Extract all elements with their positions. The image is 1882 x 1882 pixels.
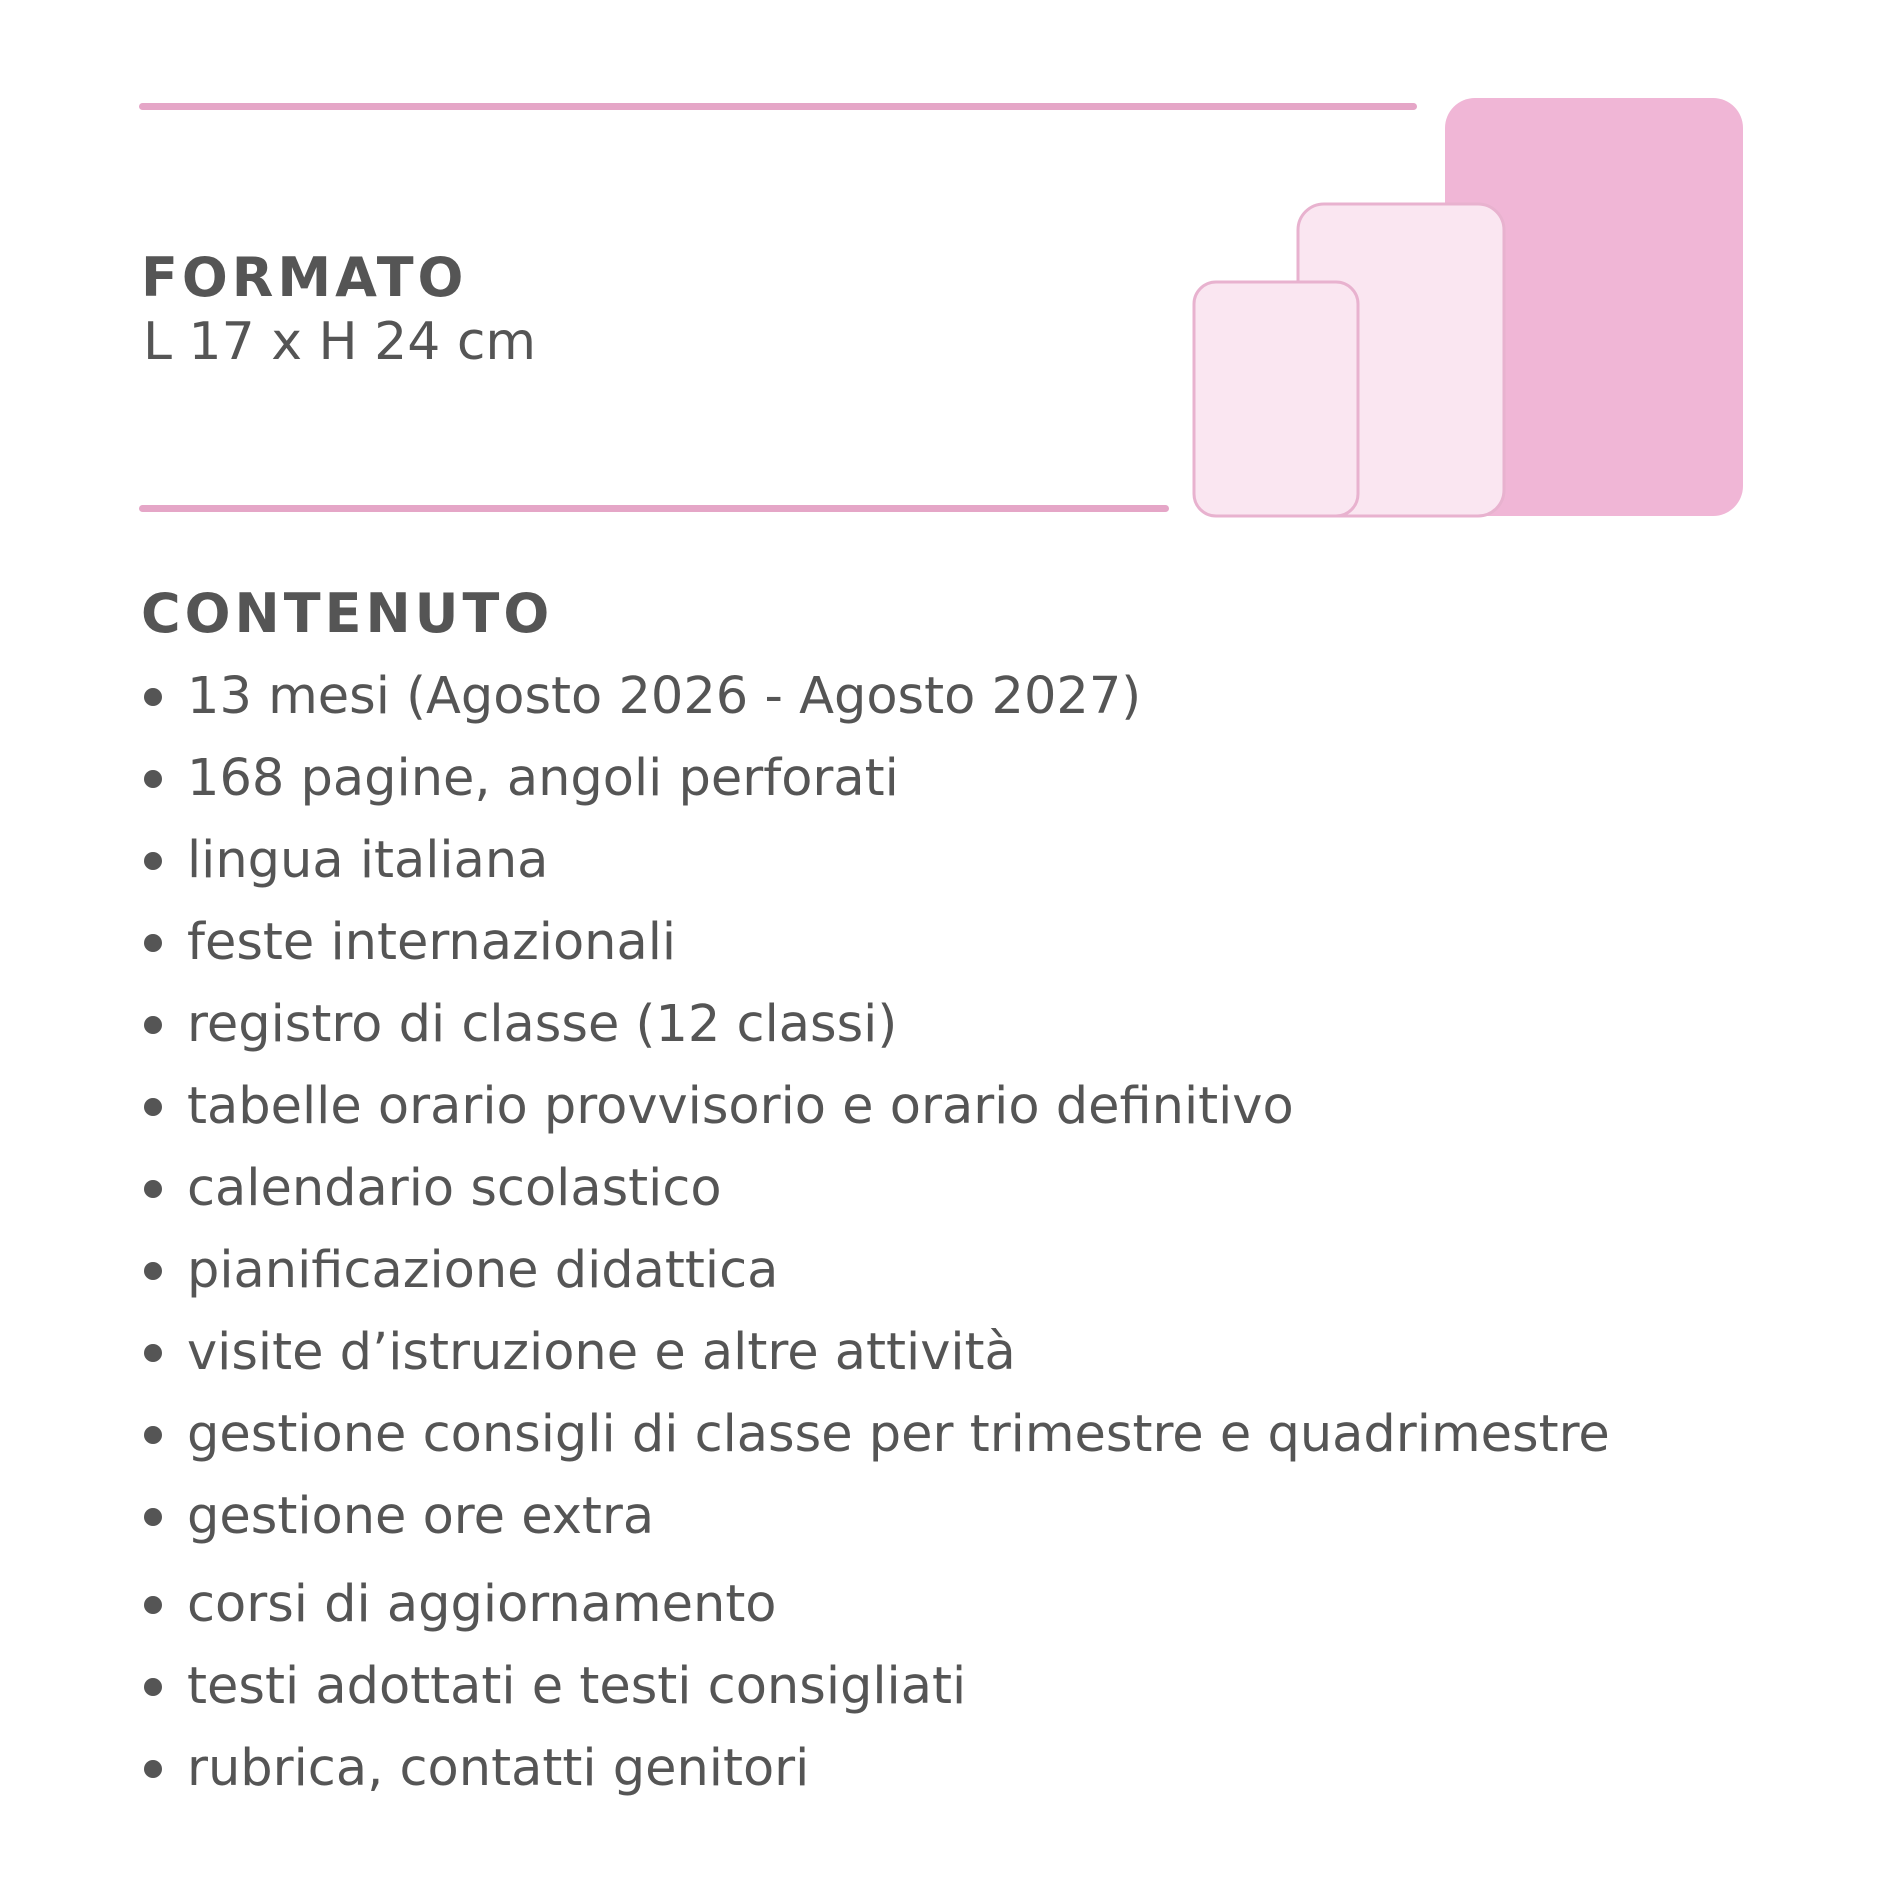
list-item-text: 168 pagine, angoli perforati — [187, 749, 899, 808]
bullet-dot — [144, 1426, 162, 1444]
size-rect-small — [1194, 282, 1358, 516]
bullet-dot — [144, 1508, 162, 1526]
list-item — [141, 1394, 1610, 1476]
list-item-text: tabelle orario provvisorio e orario definitivo — [187, 1077, 1294, 1136]
list-item-text: pianificazione didattica — [187, 1241, 779, 1300]
format-heading: FORMATO — [141, 246, 468, 309]
list-item — [141, 984, 1610, 1066]
list-item — [141, 902, 1610, 984]
bullet-dot — [144, 1262, 162, 1280]
list-item — [141, 1564, 1610, 1646]
bullet-dot — [144, 688, 162, 706]
bullet-dot — [144, 1678, 162, 1696]
list-item-text: corsi di aggiornamento — [187, 1575, 777, 1634]
content-heading: CONTENUTO — [141, 582, 554, 645]
list-item — [141, 1148, 1610, 1230]
list-item-text: feste internazionali — [187, 913, 677, 972]
bullet-dot — [144, 934, 162, 952]
list-item-text: gestione consigli di classe per trimestre e quadrimestre — [187, 1405, 1610, 1464]
list-item-text: lingua italiana — [187, 831, 549, 890]
list-item-text: registro di classe (12 classi) — [187, 995, 898, 1054]
list-item — [141, 820, 1610, 902]
bullet-dot — [144, 1016, 162, 1034]
list-item-text: calendario scolastico — [187, 1159, 722, 1218]
bullet-dot — [144, 1098, 162, 1116]
list-item — [141, 1728, 1610, 1810]
list-item — [141, 738, 1610, 820]
content-list — [141, 656, 1610, 1810]
bullet-dot — [144, 1180, 162, 1198]
list-item — [141, 1646, 1610, 1728]
list-item-text: 13 mesi (Agosto 2026 - Agosto 2027) — [187, 667, 1142, 726]
bullet-dot — [144, 852, 162, 870]
list-item-text: testi adottati e testi consigliati — [187, 1657, 967, 1716]
list-item-text: gestione ore extra — [187, 1487, 655, 1546]
bullet-dot — [144, 770, 162, 788]
content-section — [141, 584, 1610, 1810]
list-item-text: visite d’istruzione e altre attività — [187, 1323, 1016, 1382]
list-item — [141, 656, 1610, 738]
bullet-dot — [144, 1596, 162, 1614]
bullet-dot — [144, 1760, 162, 1778]
list-item — [141, 1312, 1610, 1394]
format-dimensions: L 17 x H 24 cm — [143, 312, 537, 372]
list-item-text: rubrica, contatti genitori — [187, 1739, 810, 1798]
bullet-dot — [144, 1344, 162, 1362]
middle-divider — [139, 505, 1169, 512]
list-item — [141, 1476, 1610, 1558]
list-item — [141, 1230, 1610, 1312]
list-item — [141, 1066, 1610, 1148]
